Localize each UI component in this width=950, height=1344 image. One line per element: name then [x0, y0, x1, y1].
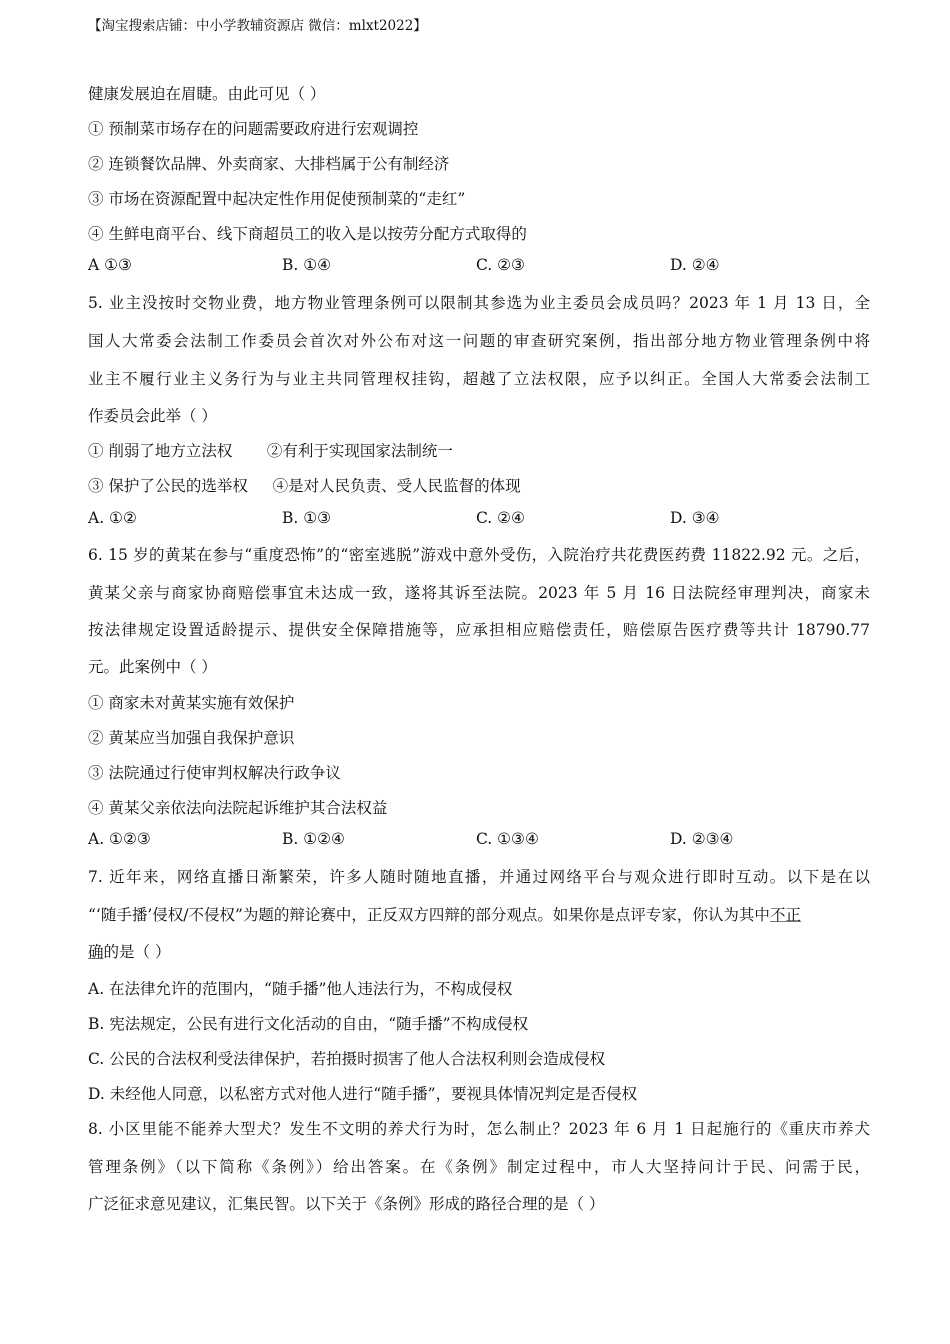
q7-emphasis-correct: 确: [88, 943, 104, 961]
q8-stem-line-1: 8. 小区里能不能养大型犬？发生不文明的养犬行为时，怎么制止？2023 年 6 月 1 日起施行的《重庆市养犬: [88, 1120, 870, 1138]
q7-choice-b: B. 宪法规定，公民有进行文化活动的自由，“随手播”不构成侵权: [88, 1015, 529, 1033]
q6-stem-line-2: 黄某父亲与商家协商赔偿事宜未达成一致，遂将其诉至法院。2023 年 5 月 16 日法院经审理判决，商家未: [88, 584, 870, 602]
q6-option-b: B. ①②④: [282, 830, 345, 848]
q6-item-2: ② 黄某应当加强自我保护意识: [88, 729, 295, 747]
q6-option-c: C. ①③④: [476, 830, 539, 848]
q7-emphasis-not-correct: 不正: [769, 906, 801, 924]
q4-item-3: ③ 市场在资源配置中起决定性作用促使预制菜的“走红”: [88, 190, 466, 208]
q5-stem-line-2: 国人大常委会法制工作委员会首次对外公布对这一问题的审查研究案例，指出部分地方物业管理条例中将: [88, 332, 870, 350]
q5-stem-line-3: 业主不履行业主义务行为与业主共同管理权挂钩，超越了立法权限，应予以纠正。全国人大常委会法制工: [88, 370, 870, 388]
q6-stem-line-4: 元。此案例中（ ）: [88, 658, 217, 676]
q4-option-d: D. ②④: [670, 256, 720, 274]
q5-stem-line-4: 作委员会此举（ ）: [88, 407, 217, 425]
q6-option-d: D. ②③④: [670, 830, 734, 848]
q8-stem-line-2: 管理条例》（以下简称《条例》）给出答案。在《条例》制定过程中，市人大坚持问计于民、问需于民，: [88, 1158, 870, 1176]
q5-option-c: C. ②④: [476, 509, 525, 527]
q7-choice-a: A. 在法律允许的范围内，“随手播”他人违法行为，不构成侵权: [88, 980, 513, 998]
q4-item-2: ② 连锁餐饮品牌、外卖商家、大排档属于公有制经济: [88, 155, 450, 173]
q6-option-a: A. ①②③: [88, 830, 151, 848]
q5-items-row-2: ③ 保护了公民的选举权 ④是对人民负责、受人民监督的体现: [88, 477, 521, 495]
q5-option-b: B. ①③: [282, 509, 332, 527]
q7-choice-c: C. 公民的合法权利受法律保护，若拍摄时损害了他人合法权利则会造成侵权: [88, 1050, 606, 1068]
q8-stem-line-3: 广泛征求意见建议，汇集民智。以下关于《条例》形成的路径合理的是（ ）: [88, 1195, 605, 1213]
q7-choice-d: D. 未经他人同意，以私密方式对他人进行“随手播”，要视具体情况判定是否侵权: [88, 1085, 638, 1103]
q4-item-1: ① 预制菜市场存在的问题需要政府进行宏观调控: [88, 120, 419, 138]
q7-stem-line-2: [88, 903, 801, 925]
q5-option-a: A. ①②: [88, 509, 137, 527]
q4-option-a: A ①③: [88, 256, 132, 274]
q4-stem-tail: 健康发展迫在眉睫。由此可见（ ）: [88, 85, 326, 103]
q6-stem-line-1: 6. 15 岁的黄某在参与“重度恐怖”的“密室逃脱”游戏中意外受伤，入院治疗共花费医药费 11822.92 元。之后，: [88, 546, 870, 564]
q7-stem-line-3: [88, 940, 170, 962]
q6-item-4: ④ 黄某父亲依法向法院起诉维护其合法权益: [88, 799, 388, 817]
q6-item-3: ③ 法院通过行使审判权解决行政争议: [88, 764, 341, 782]
q5-items-row-1: ① 削弱了地方立法权 ②有利于实现国家法制统一: [88, 442, 453, 460]
q7-stem-line-3-text: 的是（ ）: [103, 943, 171, 961]
q4-option-c: C. ②③: [476, 256, 525, 274]
q5-stem-line-1: 5. 业主没按时交物业费，地方物业管理条例可以限制其参选为业主委员会成员吗？2023 年 1 月 13 日，全: [88, 294, 870, 312]
q4-item-4: ④ 生鲜电商平台、线下商超员工的收入是以按劳分配方式取得的: [88, 225, 527, 243]
page-header-banner: 【淘宝搜索店铺：中小学教辅资源店 微信：mlxt2022】: [88, 18, 427, 34]
q6-stem-line-3: 按法律规定设置适龄提示、提供安全保障措施等，应承担相应赔偿责任，赔偿原告医疗费等共计 18790.77: [88, 621, 870, 639]
q7-stem-line-2-text: “‘随手播’侵权/不侵权”为题的辩论赛中，正反双方四辩的部分观点。如果你是点评专家，你认为其中: [88, 906, 770, 924]
q5-option-d: D. ③④: [670, 509, 720, 527]
q4-option-b: B. ①④: [282, 256, 332, 274]
q7-stem-line-1: 7. 近年来，网络直播日渐繁荣，许多人随时随地直播，并通过网络平台与观众进行即时互动。以下是在以: [88, 868, 870, 886]
q6-item-1: ① 商家未对黄某实施有效保护: [88, 694, 295, 712]
